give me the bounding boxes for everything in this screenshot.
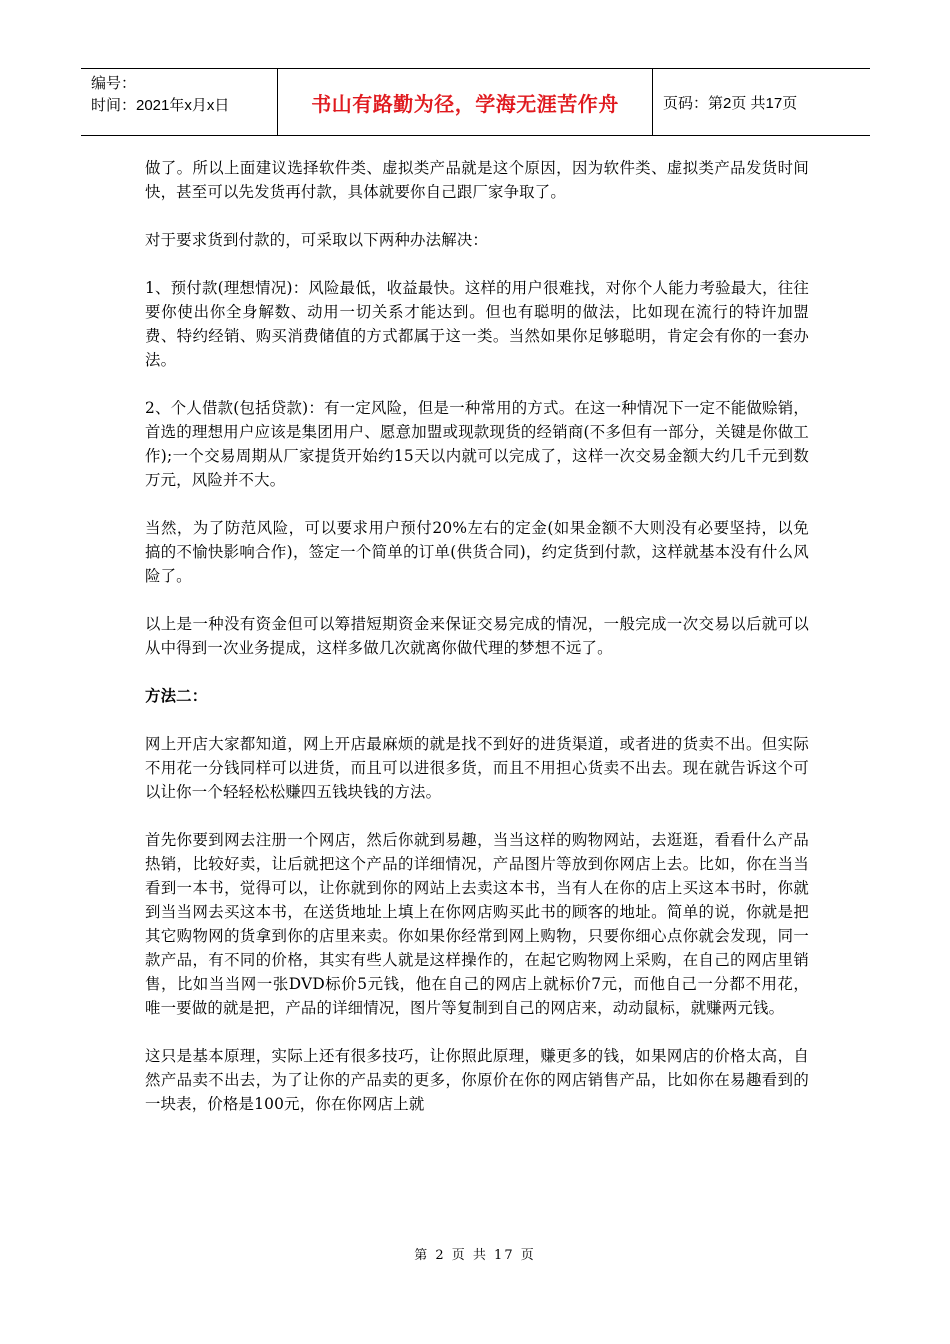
page-footer: 第 2 页 共 17 页 <box>414 1248 536 1263</box>
body-paragraph: 对于要求货到付款的，可采取以下两种办法解决： <box>145 231 488 249</box>
page-header <box>81 68 870 136</box>
body-paragraph: 1、预付款(理想情况)：风险最低，收益最快。这样的用户很难找，对你个人能力考验最大，往往要你使出你全身解数、动用一切关系才能达到。但也有聪明的做法，比如现在流行的特许加盟费、特约经销、购买消费储值的方式都属于这一类。当然如果你足够聪明，肯定会有你的一套办法。 <box>145 279 809 369</box>
body-paragraph: 做了。所以上面建议选择软件类、虚拟类产品就是这个原因，因为软件类、虚拟类产品发货时间快，甚至可以先发货再付款，具体就要你自己跟厂家争取了。 <box>145 159 809 201</box>
header-meta <box>81 69 277 135</box>
body-paragraph: 这只是基本原理，实际上还有很多技巧，让你照此原理，赚更多的钱，如果网店的价格太高，自然产品卖不出去，为了让你的产品卖的更多，你原价在你的网店销售产品，比如你在易趣看到的一块表，价格是100元，你在你网店上就 <box>145 1047 809 1113</box>
document-time-label: 时间：2021年x月x日 <box>91 97 230 114</box>
header-motto: 书山有路勤为径，学海无涯苦作舟 <box>277 69 653 135</box>
header-page-info: 页码：第2页 共17页 <box>663 94 798 112</box>
body-paragraph: 2、个人借款(包括贷款)：有一定风险，但是一种常用的方式。在这一种情况下一定不能做赊销，首选的理想用户应该是集团用户、愿意加盟或现款现货的经销商(不多但有一部分，关键是你做工作);一个交易周期从厂家提货开始约15天以内就可以完成了，这样一次交易金额大约几千元到数万元，风险并不大。 <box>145 399 809 489</box>
document-number-label: 编号： <box>91 75 137 92</box>
body-paragraph: 当然，为了防范风险，可以要求用户预付20%左右的定金(如果金额不大则没有必要坚持，以免搞的不愉快影响合作)，签定一个简单的订单(供货合同)，约定货到付款，这样就基本没有什么风险了。 <box>145 519 809 585</box>
section-heading: 方法二： <box>145 687 208 705</box>
body-paragraph: 网上开店大家都知道，网上开店最麻烦的就是找不到好的进货渠道，或者进的货卖不出。但实际不用花一分钱同样可以进货，而且可以进很多货，而且不用担心货卖不出去。现在就告诉这个可以让你一个轻轻松松赚四五钱块钱的方法。 <box>145 735 809 801</box>
body-paragraph: 以上是一种没有资金但可以筹措短期资金来保证交易完成的情况，一般完成一次交易以后就可以从中得到一次业务提成，这样多做几次就离你做代理的梦想不远了。 <box>145 615 809 657</box>
body-paragraph: 首先你要到网去注册一个网店，然后你就到易趣，当当这样的购物网站，去逛逛，看看什么产品热销，比较好卖，让后就把这个产品的详细情况，产品图片等放到你网店上去。比如，你在当当看到一本书，觉得可以，让你就到你的网站上去卖这本书，当有人在你的店上买这本书时，你就到当当网去买这本书，在送货地址上填上在你网店购买此书的顾客的地址。简单的说，你就是把其它购物网的货拿到你的店里来卖。你如果你经常到网上购物，只要你细心点你就会发现，同一款产品，有不同的价格，其实有些人就是这样操作的，在起它购物网上采购，在自己的网店里销售，比如当当网一张DVD标价5元钱，他在自己的网店上就标价7元，而他自己一分都不用花，唯一要做的就是把，产品的详细情况，图片等复制到自己的网店来，动动鼠标，就赚两元钱。 <box>145 831 809 1017</box>
document-body <box>145 156 809 1140</box>
